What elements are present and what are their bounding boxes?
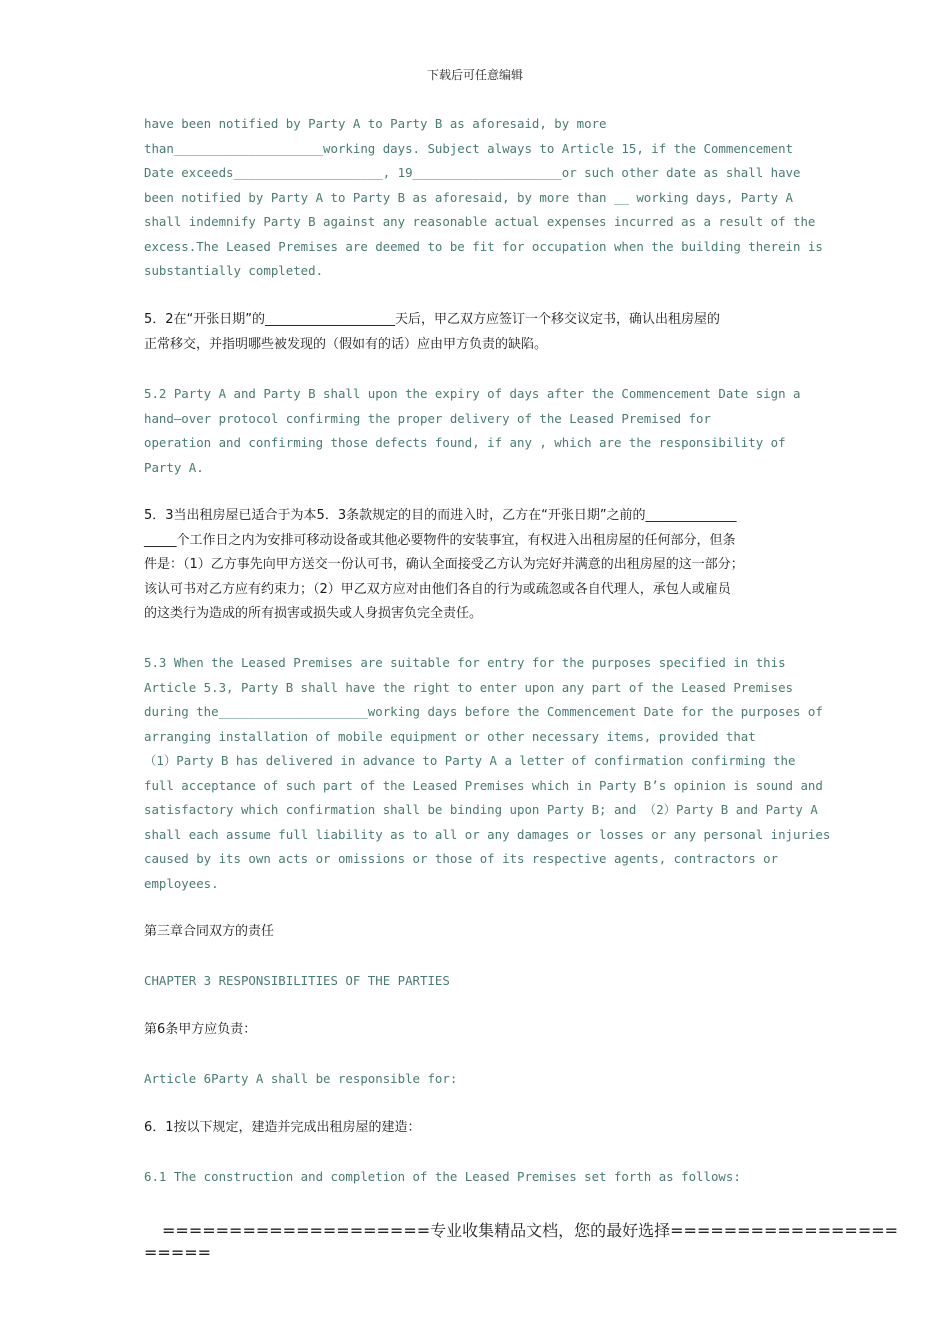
page-footer (144, 1220, 899, 1264)
text-line: 5．3当出租房屋已适合于为本5．3条款规定的目的而进入时，乙方在“开张日期”之前的______________ (144, 508, 737, 523)
text-line: shall indemnify Party B against any reasonable actual expenses incurred as a result of the (144, 214, 816, 229)
article-6-heading-english: Article 6Party A shall be responsible for: (144, 1071, 458, 1086)
text-line: excess.The Leased Premises are deemed to be fit for occupation when the building therein is (144, 238, 823, 254)
text-line: full acceptance of such part of the Leased Premises which in Party B’s opinion is sound and (144, 777, 823, 793)
text-line: been notified by Party A to Party B as aforesaid, by more than __ working days, Party A (144, 189, 794, 205)
text-line: 5.3 When the Leased Premises are suitable for entry for the purposes specified in this (144, 655, 786, 670)
text-line: arranging installation of mobile equipment or other necessary items, provided that (144, 728, 756, 744)
clause-5-2-chinese (144, 308, 816, 357)
clause-5-1-english (144, 112, 823, 284)
text-line: have been notified by Party A to Party B as aforesaid, by more (144, 116, 607, 131)
text-line: _____个工作日之内为安排可移动设备或其他必要物件的安装事宜，有权进入出租房屋的任何部分，但条 (144, 532, 736, 548)
text-line: satisfactory which confirmation shall be binding upon Party B; and （2）Party B and Party A (144, 802, 818, 817)
footer-line: ===== (144, 1243, 212, 1262)
text-line: caused by its own acts or omissions or those of its respective agents, contractors or (144, 851, 779, 866)
text-line: employees. (144, 875, 219, 891)
clause-6-1-english: 6.1 The construction and completion of the Leased Premises set forth as follows: (144, 1169, 741, 1184)
text-line: hand—over protocol confirming the proper delivery of the Leased Premised for (144, 410, 711, 426)
chapter-3-heading-english: CHAPTER 3 RESPONSIBILITIES OF THE PARTIES (144, 973, 450, 988)
text-line: 5．2在“开张日期”的____________________天后，甲乙双方应签订一个移交议定书，确认出租房屋的 (144, 312, 721, 327)
text-line: 正常移交，并指明哪些被发现的（假如有的话）应由甲方负责的缺陷。 (144, 336, 548, 352)
article-6-heading-chinese: 第6条甲方应负责： (144, 1022, 257, 1037)
footer-line: ====================专业收集精品文档，您的最好选择================= (162, 1221, 899, 1240)
text-line: 的这类行为造成的所有损害或损失或人身损害负完全责任。 (144, 606, 483, 621)
text-line: 件是：（1）乙方事先向甲方送交一份认可书，确认全面接受乙方认为完好并满意的出租房屋的这一部分； (144, 557, 744, 572)
text-line: than____________________working days. Subject always to Article 15, if the Commencement (144, 140, 794, 156)
text-line: substantially completed. (144, 263, 324, 278)
text-line: Party A. (144, 459, 204, 475)
text-line: 5.2 Party A and Party B shall upon the expiry of days after the Commencement Date sign a (144, 386, 801, 401)
text-line: during the____________________working days before the Commencement Date for the purposes of (144, 704, 823, 719)
clause-6-1-chinese: 6．1按以下规定，建造并完成出租房屋的建造： (144, 1120, 421, 1135)
text-line: 该认可书对乙方应有约束力；（2）甲乙双方应对由他们各自的行为或疏忽或各自代理人，承包人或雇员 (144, 581, 731, 597)
text-line: shall each assume full liability as to all or any damages or losses or any personal injuries (144, 826, 831, 842)
text-line: operation and confirming those defects found, if any , which are the responsibility of (144, 435, 786, 450)
text-line: Article 5.3, Party B shall have the right to enter upon any part of the Leased Premises (144, 679, 794, 695)
page-header: 下载后可任意编辑 (426, 68, 523, 82)
text-line: Date exceeds____________________, 19____________________or such other date as shall have (144, 165, 801, 180)
text-line: （1）Party B has delivered in advance to Party A a letter of confirmation confirming the (144, 753, 796, 768)
clause-5-3-english (144, 651, 831, 896)
clause-5-2-english (144, 382, 814, 480)
clause-5-3-chinese (144, 504, 816, 627)
chapter-3-heading-chinese: 第三章合同双方的责任 (144, 924, 275, 939)
